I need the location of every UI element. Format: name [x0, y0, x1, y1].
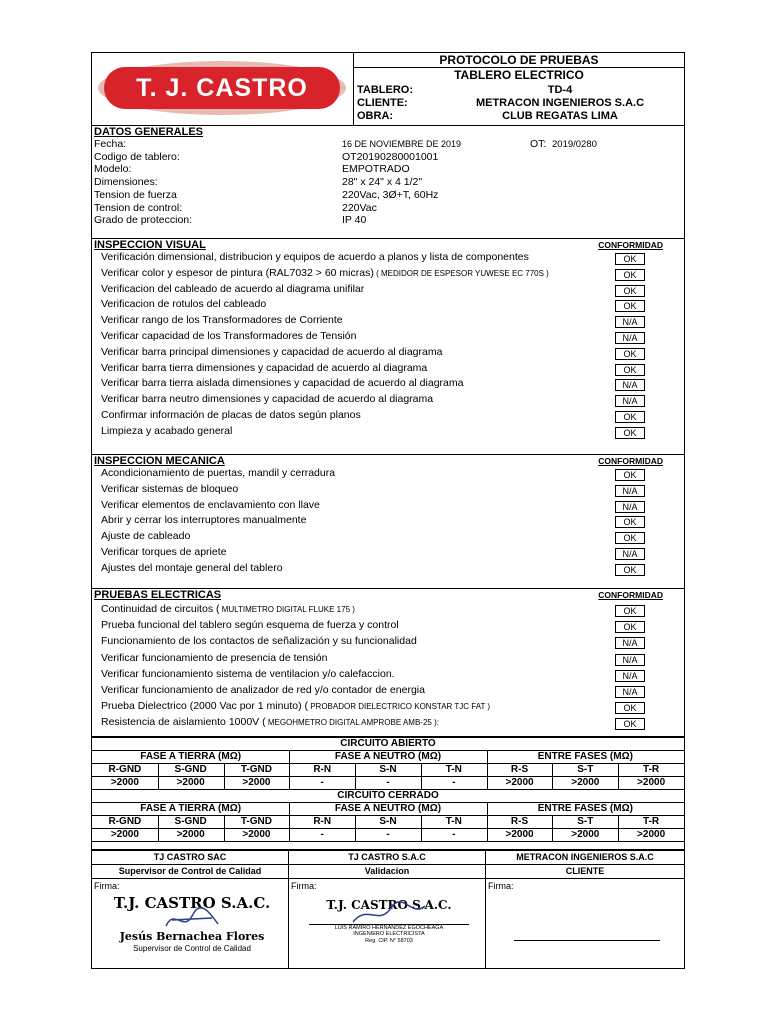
- status-badge: OK: [615, 702, 645, 714]
- checklist-item: [101, 251, 529, 263]
- item-text: Abrir y cerrar los interruptores manualmente: [101, 514, 307, 527]
- section-title: PRUEBAS ELECTRICAS: [94, 589, 222, 601]
- column-header: R-GND: [108, 764, 142, 775]
- table-rule: [224, 815, 225, 841]
- circuit-title: CIRCUITO ABIERTO: [340, 738, 436, 749]
- signature-block-supervisor: [92, 850, 288, 968]
- result-value: >2000: [637, 777, 666, 788]
- checklist-item: [101, 546, 227, 558]
- item-text: Verificar rango de los Transformadores de Corriente: [101, 314, 343, 327]
- table-rule: [289, 750, 290, 789]
- checklist-item: [101, 425, 232, 437]
- field-label: Tension de fuerza: [94, 188, 177, 201]
- result-value: -: [320, 777, 324, 788]
- field-value: IP 40: [342, 214, 367, 227]
- table-rule: [289, 802, 290, 841]
- result-value: >2000: [110, 829, 139, 840]
- item-instrument-note: MULTIMETRO DIGITAL FLUKE 175 ): [219, 605, 355, 614]
- status-badge: N/A: [615, 332, 645, 344]
- header-value: TD-4: [547, 84, 573, 96]
- column-header: T-R: [643, 816, 660, 827]
- firma-label: Firma:: [94, 881, 120, 891]
- checklist-item: [101, 603, 355, 615]
- field-label: Codigo de tablero:: [94, 150, 180, 163]
- conformidad-header: CONFORMIDAD: [598, 456, 663, 466]
- checklist-item: [101, 330, 356, 342]
- field-value: 16 DE NOVIEMBRE DE 2019: [342, 139, 462, 149]
- item-text: Limpieza y acabado general: [101, 424, 233, 437]
- stamp-title: T.J. CASTRO S.A.C.: [326, 898, 452, 912]
- status-badge: OK: [615, 532, 645, 544]
- status-badge: N/A: [615, 379, 645, 391]
- checklist-item: [101, 377, 463, 389]
- header-row-obra: [357, 110, 682, 123]
- header-label: OBRA:: [357, 110, 394, 122]
- status-badge: N/A: [615, 654, 645, 666]
- status-badge: OK: [615, 411, 645, 423]
- group-header: ENTRE FASES (MΩ): [537, 751, 633, 762]
- column-header: T-R: [643, 764, 660, 775]
- checklist-item: [101, 298, 266, 310]
- column-header: S-T: [577, 764, 594, 775]
- table-rule: [552, 763, 553, 789]
- item-text: Resistencia de aislamiento 1000V (: [101, 716, 266, 729]
- datos-generales-section: [92, 126, 684, 239]
- column-header: S-GND: [174, 816, 207, 827]
- status-badge: OK: [615, 564, 645, 576]
- stamp-reg: Reg. CIP. N° 58703: [365, 938, 413, 944]
- column-header: T-GND: [240, 764, 272, 775]
- item-instrument-note: MEGOHMETRO DIGITAL AMPROBE AMB-25 ):: [265, 718, 439, 728]
- status-badge: N/A: [615, 501, 645, 513]
- field-value: 220Vac: [342, 201, 377, 214]
- group-header: FASE A NEUTRO (MΩ): [334, 803, 442, 814]
- result-value: >2000: [571, 829, 600, 840]
- signature-company: METRACON INGENIEROS S.A.C: [516, 852, 654, 862]
- group-header: FASE A NEUTRO (MΩ): [334, 751, 442, 762]
- item-instrument-note: ( MEDIDOR DE ESPESOR YUWESE EC 770S ): [373, 268, 549, 278]
- item-text: Verificar capacidad de los Transformadores de Tensión: [101, 330, 357, 342]
- status-badge: OK: [615, 427, 645, 439]
- group-header: FASE A TIERRA (MΩ): [140, 803, 242, 814]
- column-header: S-T: [577, 816, 594, 827]
- result-value: >2000: [176, 829, 205, 840]
- section-title: INSPECCION MECANICA: [94, 455, 225, 467]
- checklist-item: [101, 514, 306, 526]
- item-text: Verificar barra tierra aislada dimensiones y capacidad de acuerdo al diagrama: [101, 377, 464, 390]
- result-value: -: [452, 829, 456, 840]
- item-text: Prueba funcional del tablero según esquema de fuerza y control: [101, 619, 399, 632]
- item-text: Funcionamiento de los contactos de señalización y su funcionalidad: [101, 635, 417, 648]
- field-value: 220Vac, 3Ø+T, 60Hz: [342, 188, 439, 201]
- checklist-item: [101, 467, 335, 479]
- status-badge: N/A: [615, 485, 645, 497]
- header-label: CLIENTE:: [357, 97, 408, 109]
- status-badge: OK: [615, 285, 645, 297]
- status-badge: N/A: [615, 686, 645, 698]
- checklist-item: [101, 409, 361, 421]
- conformidad-header: CONFORMIDAD: [598, 240, 663, 250]
- signature-company: TJ CASTRO S.A.C: [348, 852, 426, 862]
- field-label: Tension de control:: [94, 201, 183, 214]
- item-text: Verificar barra tierra dimensiones y capacidad de acuerdo al diagrama: [101, 361, 428, 374]
- header-row-tablero: [357, 84, 682, 97]
- result-value: >2000: [505, 829, 534, 840]
- field-value: OT20190280001001: [342, 150, 439, 163]
- checklist-item: [101, 346, 442, 358]
- stamp-role: Supervisor de Control de Calidad: [133, 944, 251, 953]
- item-text: Verificar elementos de enclavamiento con llave: [101, 498, 320, 511]
- table-rule: [92, 776, 684, 777]
- insulation-results-table: [92, 737, 684, 850]
- result-value: >2000: [242, 829, 271, 840]
- status-badge: N/A: [615, 316, 645, 328]
- result-value: >2000: [110, 777, 139, 788]
- item-text: Ajuste de cableado: [101, 530, 191, 543]
- header-row-cliente: [357, 97, 682, 110]
- table-rule: [618, 815, 619, 841]
- checklist-item: [101, 283, 364, 295]
- field-label: Modelo:: [94, 163, 132, 176]
- table-rule: [355, 763, 356, 789]
- table-rule: [355, 815, 356, 841]
- status-badge: OK: [615, 605, 645, 617]
- conformidad-header: CONFORMIDAD: [598, 590, 663, 600]
- table-rule: [421, 763, 422, 789]
- item-text: Verificar funcionamiento sistema de ventilacion y/o calefaccion.: [101, 667, 395, 680]
- checklist-item: [101, 652, 327, 664]
- header-label: TABLERO:: [357, 84, 414, 96]
- status-badge: OK: [615, 348, 645, 360]
- result-value: -: [386, 829, 390, 840]
- column-header: T-N: [445, 764, 462, 775]
- item-text: Ajustes del montaje general del tablero: [101, 561, 283, 574]
- item-instrument-note: PROBADOR DIELECTRICO KONSTAR TJC FAT ): [308, 702, 491, 712]
- column-header: R-S: [510, 816, 529, 827]
- checklist-item: [101, 619, 399, 631]
- group-header: ENTRE FASES (MΩ): [537, 803, 633, 814]
- checklist-item: [101, 668, 395, 680]
- status-badge: N/A: [615, 395, 645, 407]
- field-label: Fecha:: [94, 138, 127, 150]
- item-text: Verificar color y espesor de pintura (RAL7032 > 60 micras): [101, 266, 374, 279]
- column-header: R-N: [313, 816, 332, 827]
- column-header: S-N: [379, 764, 397, 775]
- status-badge: OK: [615, 718, 645, 730]
- checklist-item: [101, 684, 425, 696]
- checklist-item: [101, 267, 549, 279]
- table-rule: [92, 841, 684, 842]
- protocol-document: [91, 52, 685, 969]
- checklist-item: [101, 700, 490, 712]
- table-rule: [421, 815, 422, 841]
- table-rule: [158, 763, 159, 789]
- status-badge: N/A: [615, 670, 645, 682]
- column-header: T-N: [445, 816, 462, 827]
- table-rule: [224, 763, 225, 789]
- item-text: Continuidad de circuitos (: [101, 603, 220, 615]
- group-header: FASE A TIERRA (MΩ): [140, 751, 242, 762]
- checklist-item: [101, 314, 343, 326]
- column-header: T-GND: [240, 816, 272, 827]
- checklist-item: [101, 393, 433, 405]
- signature-role: CLIENTE: [565, 866, 605, 876]
- inspeccion-mecanica-section: [92, 455, 684, 589]
- firma-label: Firma:: [291, 881, 317, 891]
- pruebas-electricas-section: [92, 589, 684, 737]
- item-text: Verificar torques de apriete: [101, 546, 227, 558]
- checklist-item: [101, 499, 320, 511]
- column-header: R-S: [510, 764, 529, 775]
- table-rule: [158, 815, 159, 841]
- result-value: >2000: [637, 829, 666, 840]
- ot-label: OT:: [530, 138, 547, 150]
- status-badge: OK: [615, 469, 645, 481]
- ot-value: 2019/0280: [552, 139, 597, 150]
- item-text: Verificar sistemas de bloqueo: [101, 482, 239, 495]
- document-title: PROTOCOLO DE PRUEBAS: [354, 53, 684, 68]
- status-badge: OK: [615, 516, 645, 528]
- column-header: R-N: [313, 764, 332, 775]
- status-badge: OK: [615, 300, 645, 312]
- circuit-title: CIRCUITO CERRADO: [337, 790, 439, 801]
- table-rule: [618, 763, 619, 789]
- signature-role: Validacion: [364, 866, 410, 876]
- signature-role: Supervisor de Control de Calidad: [118, 866, 262, 876]
- status-badge: N/A: [615, 548, 645, 560]
- signature-block-cliente: [486, 850, 684, 968]
- stamp-title: T.J. CASTRO S.A.C.: [113, 894, 271, 912]
- item-text: Verificación dimensional, distribucion y equipos de acuerdo a planos y lista de componentes: [101, 251, 529, 263]
- section-title: INSPECCION VISUAL: [94, 239, 206, 251]
- field-label: Grado de proteccion:: [94, 214, 193, 227]
- header-value: CLUB REGATAS LIMA: [502, 110, 618, 122]
- inspeccion-visual-section: [92, 239, 684, 455]
- stamp-role: INGENIERO ELECTRICISTA: [353, 931, 425, 937]
- document-subtitle: TABLERO ELECTRICO: [454, 68, 584, 82]
- signatures-section: [92, 850, 684, 968]
- checklist-item: [101, 716, 439, 728]
- item-text: Verificar funcionamiento de analizador de red y/o contador de energia: [101, 684, 425, 696]
- table-rule: [487, 750, 488, 789]
- result-value: >2000: [571, 777, 600, 788]
- table-rule: [552, 815, 553, 841]
- column-header: S-N: [379, 816, 397, 827]
- signature-company: TJ CASTRO SAC: [153, 852, 227, 862]
- table-rule: [92, 828, 684, 829]
- field-value: EMPOTRADO: [342, 163, 410, 176]
- checklist-item: [101, 530, 190, 542]
- result-value: >2000: [176, 777, 205, 788]
- table-rule: [487, 802, 488, 841]
- field-label: Dimensiones:: [94, 176, 158, 189]
- result-value: >2000: [505, 777, 534, 788]
- field-value: 28" x 24" x 4 1/2": [342, 176, 423, 189]
- item-text: Verificacion de rotulos del cableado: [101, 298, 267, 311]
- result-value: >2000: [242, 777, 271, 788]
- column-header: R-GND: [108, 816, 142, 827]
- checklist-item: [101, 483, 238, 495]
- checklist-item: [101, 562, 283, 574]
- logo-text: T. J. CASTRO S.A.C.: [136, 74, 308, 160]
- status-badge: OK: [615, 269, 645, 281]
- item-text: Verificar funcionamiento de presencia de tensión: [101, 651, 328, 664]
- header-value: METRACON INGENIEROS S.A.C: [475, 97, 645, 109]
- stamp-name: Jesús Bernachea Flores: [119, 930, 265, 943]
- item-text: Acondicionamiento de puertas, mandil y cerradura: [101, 467, 336, 479]
- status-badge: OK: [615, 621, 645, 633]
- item-text: Confirmar información de placas de datos según planos: [101, 409, 361, 421]
- section-title: DATOS GENERALES: [94, 126, 203, 138]
- item-text: Verificar barra principal dimensiones y capacidad de acuerdo al diagrama: [101, 345, 443, 358]
- item-text: Verificar barra neutro dimensiones y capacidad de acuerdo al diagrama: [101, 393, 434, 406]
- item-text: Prueba Dielectrico (2000 Vac por 1 minuto) (: [101, 700, 308, 713]
- column-header: S-GND: [174, 764, 207, 775]
- result-value: -: [452, 777, 456, 788]
- result-value: -: [386, 777, 390, 788]
- stamp-name: LUIS RAMIRO HERNANDEZ EGOCHEAGA: [309, 924, 469, 931]
- checklist-item: [101, 362, 427, 374]
- signature-block-validacion: [289, 850, 485, 968]
- signature-line: [514, 940, 660, 941]
- status-badge: N/A: [615, 637, 645, 649]
- item-text: Verificacion del cableado de acuerdo al diagrama unifilar: [101, 282, 365, 295]
- checklist-item: [101, 635, 417, 647]
- status-badge: OK: [615, 364, 645, 376]
- firma-label: Firma:: [488, 881, 514, 891]
- status-badge: OK: [615, 253, 645, 265]
- table-rule: [92, 737, 684, 738]
- result-value: -: [320, 829, 324, 840]
